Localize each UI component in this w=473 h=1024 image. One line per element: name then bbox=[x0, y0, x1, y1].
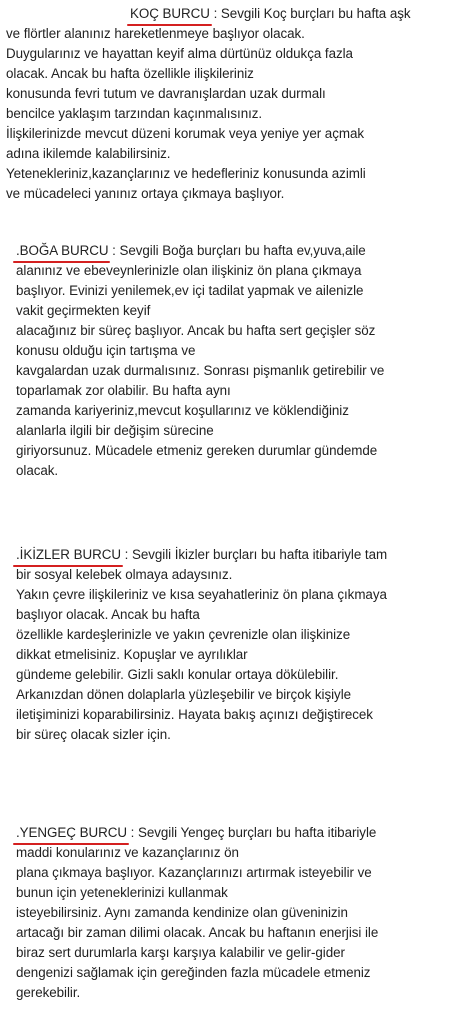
yengec-line-5: artacağı bir zaman dilimi olacak. Ancak bu haftanın enerjisi ile bbox=[16, 925, 379, 940]
koc-line-1: ve flörtler alanınız hareketlenmeye başlıyor olacak. bbox=[6, 26, 305, 41]
boga-line-3: vakit geçirmekten keyif bbox=[16, 303, 151, 318]
ikizler-line-5: dikkat etmelisiniz. Kopuşlar ve ayrılıklar bbox=[16, 647, 248, 662]
koc-line-7: adına ikilemde kalabilirsiniz. bbox=[6, 146, 171, 161]
ikizler-line-4: özellikle kardeşlerinizle ve yakın çevrenizle olan ilişkinize bbox=[16, 627, 351, 642]
koc-line-5: bencilce yaklaşım tarzından kaçınmalısınız. bbox=[6, 106, 263, 121]
yengec-line-3: bunun için yeteneklerinizi kullanmak bbox=[16, 885, 228, 900]
ikizler-title: .İKİZLER BURCU bbox=[16, 545, 121, 565]
koc-line-8: Yetenekleriniz,kazançlarınız ve hedefleriniz konusunda azimli bbox=[6, 166, 366, 181]
ikizler-line-7: Arkanızdan dönen dolaplarla yüzleşebilir ve birçok kişiyle bbox=[16, 687, 352, 702]
boga-line-2: başlıyor. Evinizi yenilemek,ev içi tadilat yapmak ve ailenizle bbox=[16, 283, 364, 298]
boga-line-1: alanınız ve ebeveynlerinizle olan ilişkiniz ön plana çıkmaya bbox=[16, 263, 362, 278]
yengec-line-1: maddi konularınız ve kazançlarınız ön bbox=[16, 845, 239, 860]
ikizler-line-1: bir sosyal kelebek olmaya adaysınız. bbox=[16, 567, 233, 582]
koc-first-line bbox=[130, 4, 411, 24]
ikizler-first-line bbox=[16, 545, 387, 565]
boga-line-4: alacağınız bir süreç başlıyor. Ancak bu hafta sert geçişler söz bbox=[16, 323, 376, 338]
boga-line-5: konusu olduğu için tartışma ve bbox=[16, 343, 196, 358]
yengec-line-7: dengenizi sağlamak için gereğinden fazla mücadele etmeniz bbox=[16, 965, 371, 980]
boga-line-0: : Sevgili Boğa burçları bu hafta ev,yuva,aile bbox=[108, 243, 366, 258]
yengec-line-2: plana çıkmaya başlıyor. Kazançlarınızı artırmak isteyebilir ve bbox=[16, 865, 372, 880]
yengec-line-0: : Sevgili Yengeç burçları bu hafta itibariyle bbox=[126, 825, 377, 840]
boga-line-8: zamanda kariyeriniz,mevcut koşullarınız ve köklendiğiniz bbox=[16, 403, 349, 418]
ikizler-line-0: : Sevgili İkizler burçları bu hafta itibariyle tam bbox=[120, 547, 388, 562]
koc-title: KOÇ BURCU bbox=[130, 4, 210, 24]
boga-line-10: giriyorsunuz. Mücadele etmeniz gereken durumlar gündemde bbox=[16, 443, 378, 458]
ikizler-line-6: gündeme gelebilir. Gizli saklı konular ortaya dökülebilir. bbox=[16, 667, 339, 682]
boga-line-11: olacak. bbox=[16, 463, 59, 478]
boga-line-6: kavgalardan uzak durmalısınız. Sonrası pişmanlık getirebilir ve bbox=[16, 363, 385, 378]
boga-line-7: toparlamak zor olabilir. Bu hafta aynı bbox=[16, 383, 231, 398]
yengec-line-8: gerekebilir. bbox=[16, 985, 81, 1000]
yengec-line-4: isteyebilirsiniz. Aynı zamanda kendinize olan güveninizin bbox=[16, 905, 348, 920]
ikizler-line-8: iletişiminizi koparabilirsiniz. Hayata bakış açınızı değiştirecek bbox=[16, 707, 373, 722]
yengec-line-6: biraz sert durumlarla karşı karşıya kalabilir ve gelir-gider bbox=[16, 945, 345, 960]
koc-line-6: İlişkilerinizde mevcut düzeni korumak veya yeniye yer açmak bbox=[6, 126, 364, 141]
koc-line-3: olacak. Ancak bu hafta özellikle ilişkileriniz bbox=[6, 66, 254, 81]
ikizler-line-3: başlıyor olacak. Ancak bu hafta bbox=[16, 607, 200, 622]
yengec-title: .YENGEÇ BURCU bbox=[16, 823, 127, 843]
boga-title: .BOĞA BURCU bbox=[16, 241, 108, 261]
boga-line-9: alanlarla ilgili bir değişim sürecine bbox=[16, 423, 214, 438]
koc-line-0: : Sevgili Koç burçları bu hafta aşk bbox=[209, 6, 411, 21]
koc-line-2: Duygularınız ve hayattan keyif alma dürtünüz oldukça fazla bbox=[6, 46, 353, 61]
yengec-first-line bbox=[16, 823, 376, 843]
boga-first-line bbox=[16, 241, 366, 261]
koc-line-4: konusunda fevri tutum ve davranışlardan uzak durmalı bbox=[6, 86, 326, 101]
koc-line-9: ve mücadeleci yanınız ortaya çıkmaya başlıyor. bbox=[6, 186, 285, 201]
ikizler-line-9: bir süreç olacak sizler için. bbox=[16, 727, 171, 742]
ikizler-line-2: Yakın çevre ilişkileriniz ve kısa seyahatleriniz ön plana çıkmaya bbox=[16, 587, 387, 602]
